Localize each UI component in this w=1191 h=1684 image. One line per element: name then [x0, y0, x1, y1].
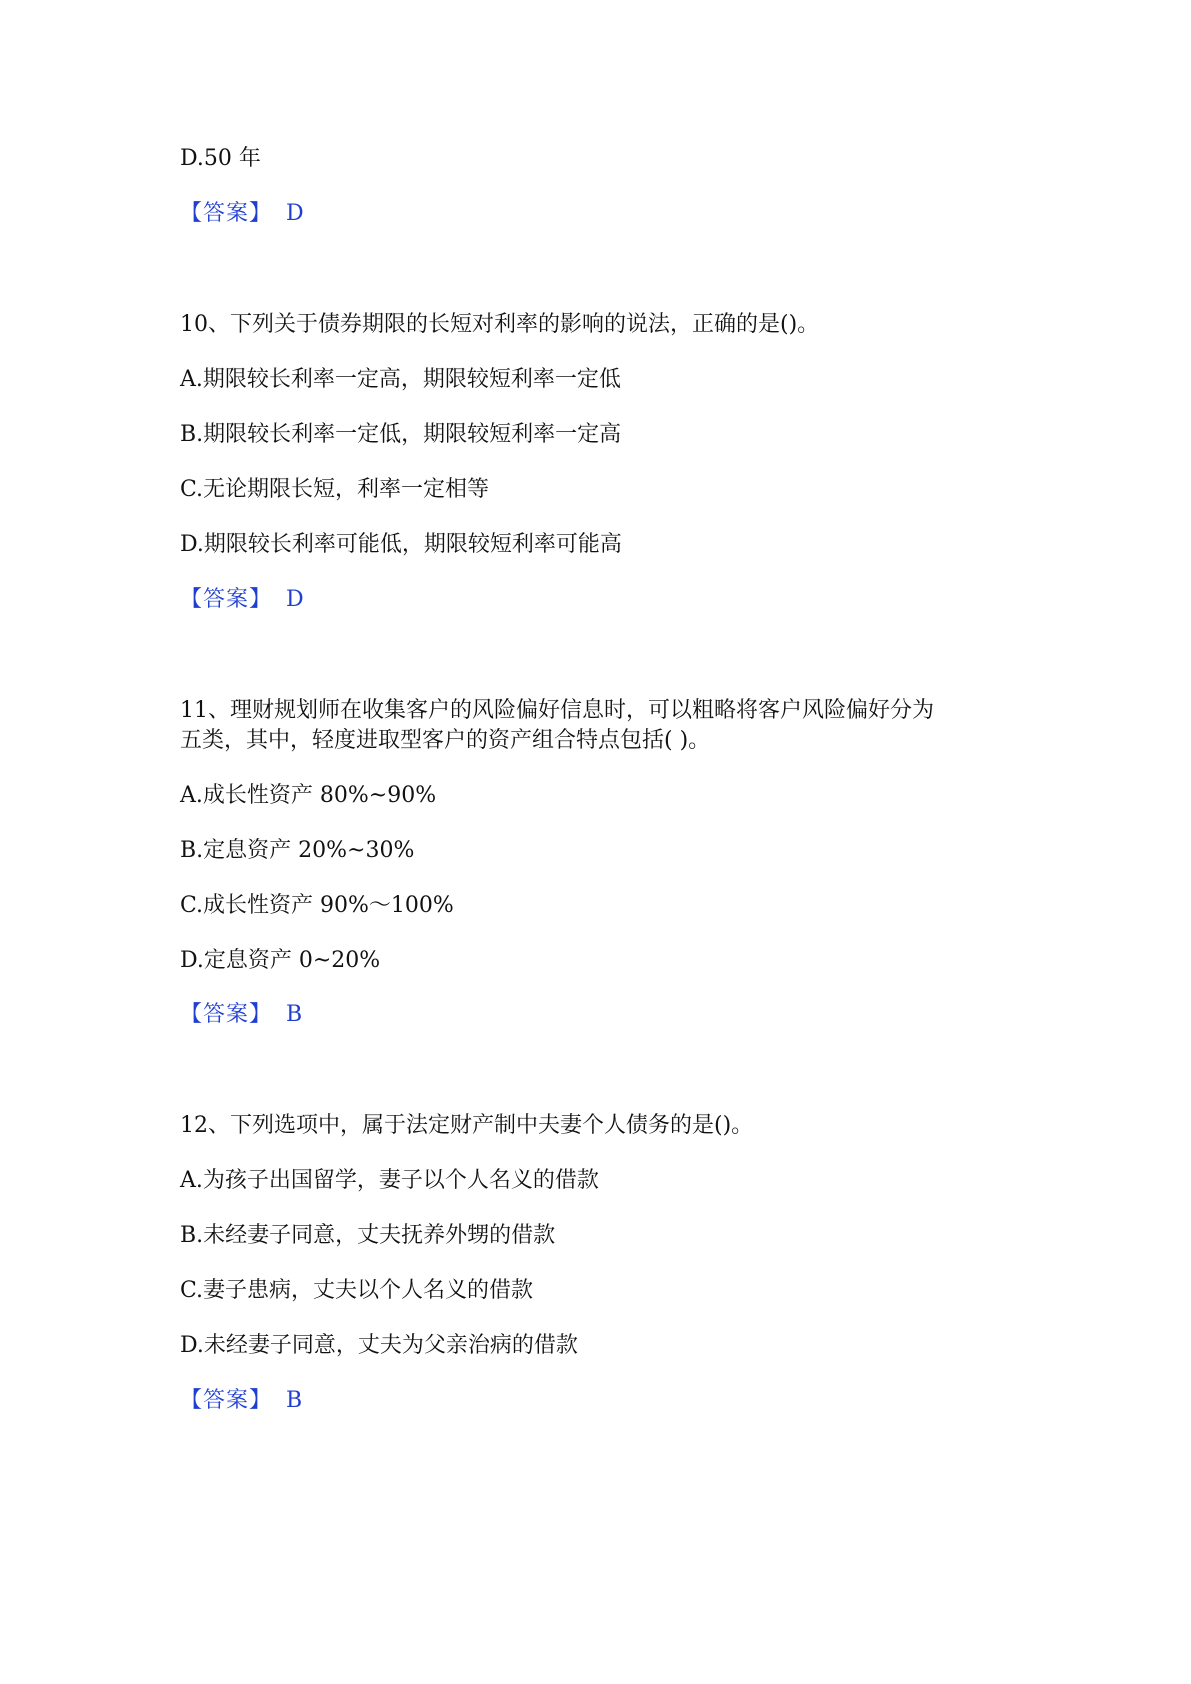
question-stem-line-1: 11、理财规划师在收集客户的风险偏好信息时，可以粗略将客户风险偏好分为	[180, 698, 934, 723]
answer-value: D	[286, 587, 304, 612]
option-d: D.期限较长利率可能低，期限较短利率可能高	[180, 532, 622, 557]
option-c: C.妻子患病，丈夫以个人名义的借款	[180, 1278, 534, 1303]
answer-label: 【答案】	[180, 587, 273, 612]
question-stem-line-2: 五类，其中，轻度进取型客户的资产组合特点包括( )。	[180, 728, 711, 753]
answer-label: 【答案】	[180, 1388, 273, 1413]
option-b: B.未经妻子同意，丈夫抚养外甥的借款	[180, 1223, 556, 1248]
option-d: D.定息资产 0~20%	[180, 948, 381, 973]
option-d: D.50 年	[180, 146, 261, 171]
question-stem: 10、下列关于债券期限的长短对利率的影响的说法，正确的是()。	[180, 312, 820, 337]
option-d: D.未经妻子同意，丈夫为父亲治病的借款	[180, 1333, 578, 1358]
option-a: A.为孩子出国留学，妻子以个人名义的借款	[180, 1168, 599, 1193]
option-a: A.成长性资产 80%~90%	[180, 783, 437, 808]
option-b: B.定息资产 20%~30%	[180, 838, 415, 863]
question-stem: 12、下列选项中，属于法定财产制中夫妻个人债务的是()。	[180, 1113, 754, 1138]
option-b: B.期限较长利率一定低，期限较短利率一定高	[180, 422, 622, 447]
answer-line	[180, 1000, 1040, 1030]
answer-value: B	[286, 1388, 303, 1413]
option-c: C.成长性资产 90%～100%	[180, 893, 454, 918]
answer-line	[180, 585, 1040, 615]
option-a: A.期限较长利率一定高，期限较短利率一定低	[180, 367, 621, 392]
answer-label: 【答案】	[180, 1002, 273, 1027]
option-c: C.无论期限长短，利率一定相等	[180, 477, 490, 502]
answer-line	[180, 199, 1040, 229]
answer-label: 【答案】	[180, 201, 273, 226]
answer-value: B	[286, 1002, 303, 1027]
answer-value: D	[286, 201, 304, 226]
answer-line	[180, 1386, 1040, 1416]
